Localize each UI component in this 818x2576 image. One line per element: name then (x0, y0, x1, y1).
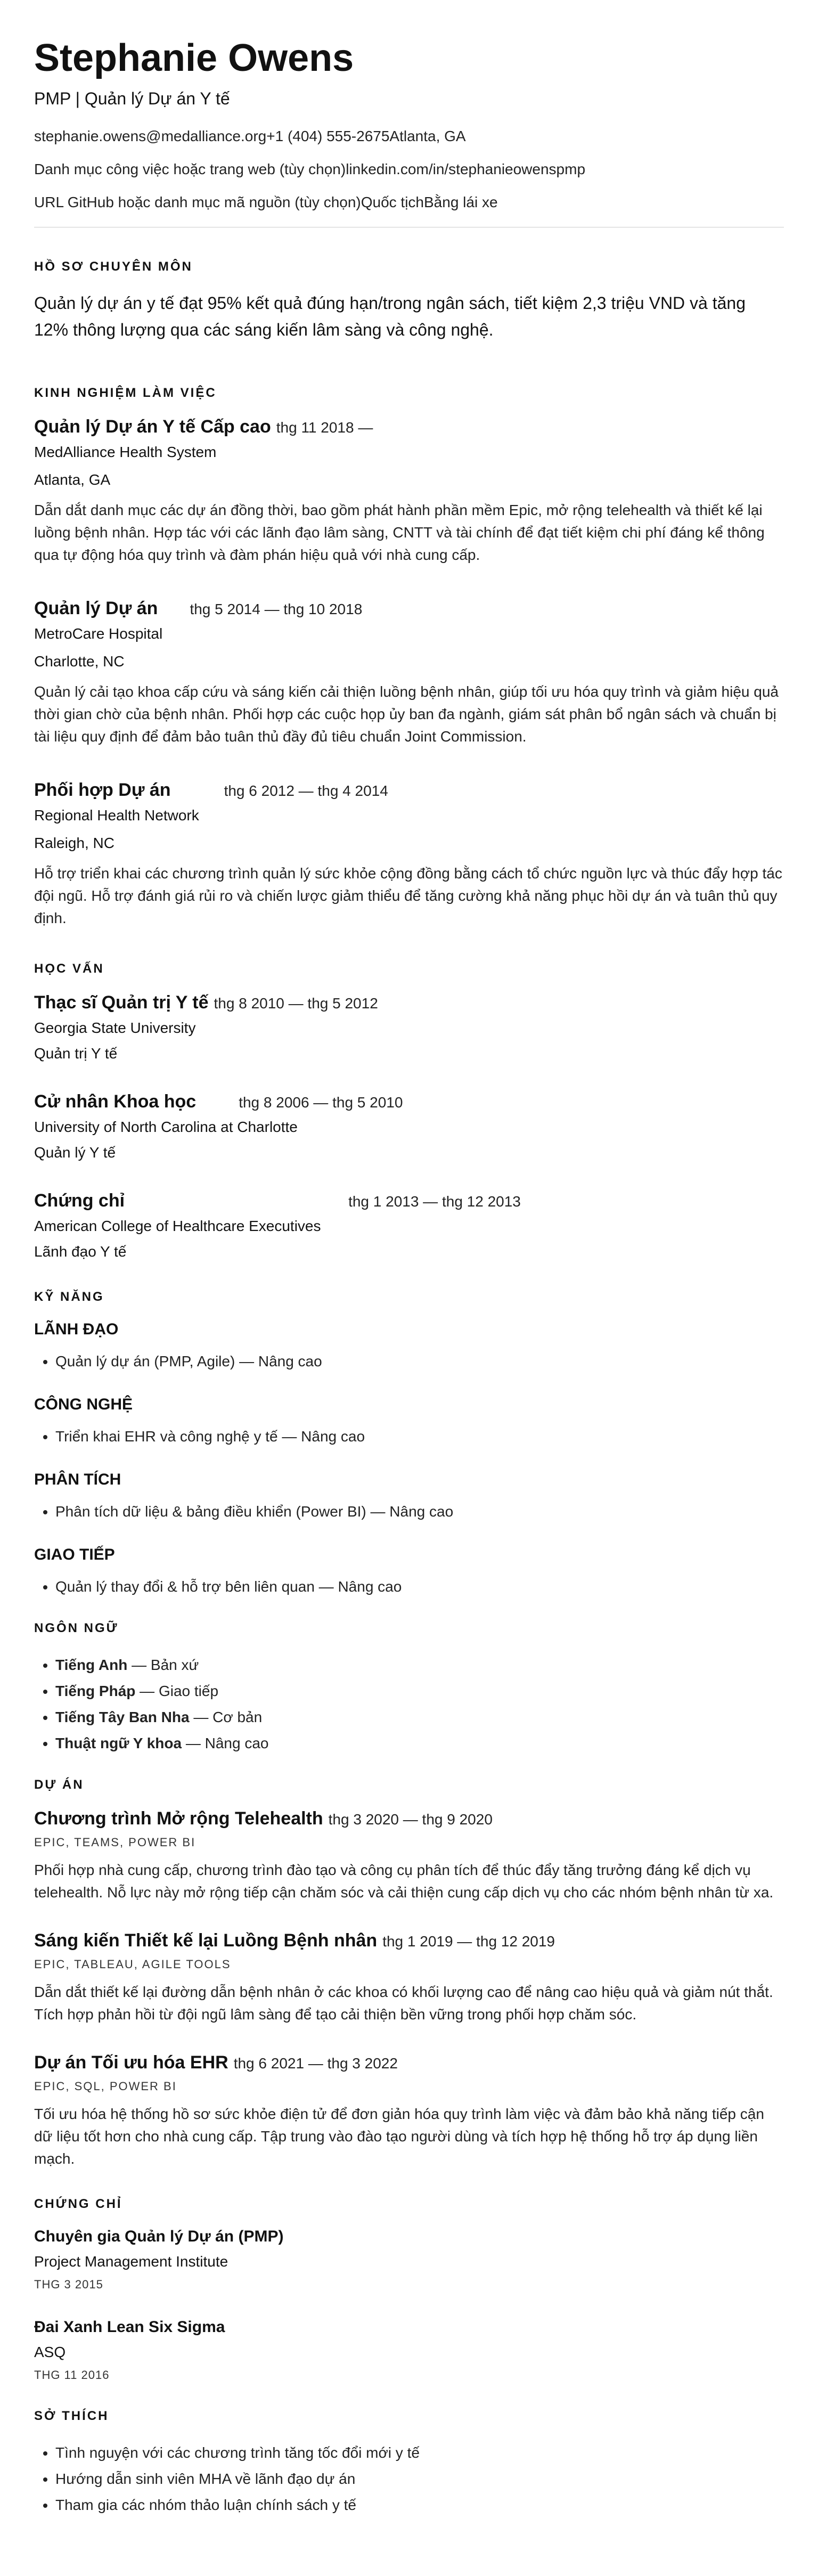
language-level: — Bản xứ (127, 1657, 199, 1674)
skill-item: • Quản lý dự án (PMP, Agile) — Nâng cao (55, 1348, 784, 1374)
project-description: Dẫn dắt thiết kế lại đường dẫn bệnh nhân ở các khoa có khối lượng cao để nâng cao hiệu quả và giảm nút thắt. Tích hợp phản hồi từ đội ngũ lâm sàng để tạo cải thiện bền vững trong phối hợp chăm sóc. (34, 1984, 773, 2023)
certification-name: Đai Xanh Lean Six Sigma (34, 2318, 225, 2336)
project-tech: EPIC, TABLEAU, AGILE TOOLS (34, 1958, 231, 1971)
language-level: — Nâng cao (182, 1735, 269, 1752)
language-name: Tiếng Anh (55, 1657, 128, 1674)
certifications-section (34, 2197, 784, 2382)
skill-list (34, 1423, 784, 1449)
project-description: Tối ưu hóa hệ thống hồ sơ sức khỏe điện tử để đơn giản hóa quy trình làm việc và đảm bảo khả năng tiếp cận dữ liệu tốt hơn cho nhà cung cấp. Tập trung vào đào tạo người dùng và tích hợp hệ thống hỗ trợ áp dụng liền mạch. (34, 2106, 764, 2167)
education-entry (34, 992, 784, 1062)
study-field: Lãnh đạo Y tế (34, 1243, 127, 1260)
job-date: thg 5 2014 — thg 10 2018 (190, 601, 363, 618)
projects-section (34, 1778, 784, 2170)
project-name: Dự án Tối ưu hóa EHR (34, 2052, 228, 2073)
degree-date: thg 8 2006 — thg 5 2010 (239, 1094, 403, 1111)
job-description: Quản lý cải tạo khoa cấp cứu và sáng kiến cải thiện luồng bệnh nhân, giúp tối ưu hóa quy trình và giảm hiệu quả thời gian chờ của bệnh nhân. Phối hợp các cuộc họp ủy ban đa ngành, giám sát phân bổ ngân sách và chuẩn bị tài liệu quy định để đảm bảo tuân thủ đầy đủ tiêu chuẩn Joint Commission. (34, 683, 779, 745)
skill-item: • Triển khai EHR và công nghệ y tế — Nâng cao (55, 1423, 784, 1449)
interest-item: • Tham gia các nhóm thảo luận chính sách y tế (55, 2492, 784, 2518)
project-tech: EPIC, TEAMS, POWER BI (34, 1836, 196, 1849)
skill-group-title: GIAO TIẾP (34, 1546, 115, 1564)
experience-entry (34, 780, 784, 930)
job-description: Dẫn dắt danh mục các dự án đồng thời, bao gồm phát hành phần mềm Epic, mở rộng telehealth và thiết kế lại luồng bệnh nhân. Hợp tác với các lãnh đạo lâm sàng, CNTT và tài chính để đạt tiết kiệm chi phí đáng kể thông qua tự động hóa quy trình và đàm phán hiệu quả với nhà cung cấp. (34, 502, 765, 564)
skill-group-title: LÃNH ĐẠO (34, 1320, 119, 1339)
languages-heading: NGÔN NGỮ (34, 1621, 119, 1636)
certification-issuer: Project Management Institute (34, 2253, 228, 2270)
summary-text: Quản lý dự án y tế đạt 95% kết quả đúng hạn/trong ngân sách, tiết kiệm 2,3 triệu VND và tăng 12% thông lượng qua các sáng kiến lâm sàng và công nghệ. (34, 294, 746, 339)
language-level: — Giao tiếp (135, 1683, 219, 1700)
experience-entry (34, 417, 784, 566)
project-entry (34, 1930, 784, 2026)
interest-item: • Hướng dẫn sinh viên MHA về lãnh đạo dự án (55, 2466, 784, 2492)
summary-section (34, 259, 784, 343)
project-name: Chương trình Mở rộng Telehealth (34, 1808, 323, 1829)
degree-date: thg 8 2010 — thg 5 2012 (214, 995, 378, 1012)
skill-item: • Quản lý thay đổi & hỗ trợ bên liên quan — Nâng cao (55, 1574, 784, 1600)
languages-section (34, 1621, 784, 1756)
certifications-heading: CHỨNG CHỈ (34, 2197, 122, 2212)
candidate-name: Stephanie Owens (34, 37, 354, 79)
job-location: Atlanta, GA (34, 471, 111, 488)
language-level: — Cơ bản (189, 1709, 263, 1726)
school-name: University of North Carolina at Charlotte (34, 1119, 298, 1136)
job-date: thg 11 2018 — (276, 419, 373, 436)
skill-list (34, 1574, 784, 1600)
interest-list (34, 2440, 784, 2518)
interests-section (34, 2409, 784, 2518)
certification-issuer: ASQ (34, 2344, 66, 2361)
degree-title: Chứng chỉ (34, 1191, 125, 1211)
project-entry (34, 1808, 784, 1904)
school-name: Georgia State University (34, 1020, 196, 1037)
job-description: Hỗ trợ triển khai các chương trình quản lý sức khỏe cộng đồng bằng cách tổ chức nguồn lực và thúc đẩy hợp tác đội ngũ. Hỗ trợ đánh giá rủi ro và chiến lược giảm thiểu để tăng cường khả năng phục hồi dự án và tuân thủ quy định. (34, 865, 782, 927)
experience-entry (34, 598, 784, 748)
skill-group-title: CÔNG NGHỆ (34, 1396, 133, 1414)
interests-heading: SỞ THÍCH (34, 2409, 109, 2424)
job-title: Quản lý Dự án Y tế Cấp cao (34, 417, 271, 437)
language-item (55, 1678, 784, 1704)
job-location: Charlotte, NC (34, 653, 125, 670)
skill-list (34, 1348, 784, 1374)
language-item (55, 1704, 784, 1730)
certification-date: THG 11 2016 (34, 2368, 110, 2382)
certification-name: Chuyên gia Quản lý Dự án (PMP) (34, 2228, 284, 2246)
project-entry (34, 2052, 784, 2170)
job-company: MedAlliance Health System (34, 444, 217, 461)
education-entry (34, 1091, 784, 1161)
study-field: Quản lý Y tế (34, 1144, 116, 1161)
language-item (55, 1652, 784, 1678)
skill-list (34, 1498, 784, 1525)
language-name: Tiếng Tây Ban Nha (55, 1709, 190, 1726)
experience-section (34, 386, 784, 930)
education-heading: HỌC VẤN (34, 961, 104, 976)
language-item (55, 1730, 784, 1756)
school-name: American College of Healthcare Executives (34, 1218, 321, 1235)
job-location: Raleigh, NC (34, 835, 114, 852)
language-name: Thuật ngữ Y khoa (55, 1735, 182, 1752)
project-date: thg 1 2019 — thg 12 2019 (382, 1933, 555, 1950)
project-date: thg 3 2020 — thg 9 2020 (328, 1811, 493, 1828)
degree-title: Cử nhân Khoa học (34, 1091, 197, 1112)
summary-heading: HỒ SƠ CHUYÊN MÔN (34, 259, 193, 274)
skills-section (34, 1290, 784, 1600)
skill-item: • Phân tích dữ liệu & bảng điều khiển (Power BI) — Nâng cao (55, 1498, 784, 1525)
job-date: thg 6 2012 — thg 4 2014 (224, 782, 388, 800)
language-name: Tiếng Pháp (55, 1683, 136, 1700)
contact-row-extra: URL GitHub hoặc danh mục mã nguồn (tùy chọn)Quốc tịchBằng lái xe (34, 194, 498, 211)
job-company: Regional Health Network (34, 807, 199, 824)
project-tech: EPIC, SQL, POWER BI (34, 2080, 177, 2093)
interest-item: • Tình nguyện với các chương trình tăng tốc đổi mới y tế (55, 2440, 784, 2466)
education-entry (34, 1191, 784, 1260)
project-name: Sáng kiến Thiết kế lại Luồng Bệnh nhân (34, 1930, 378, 1951)
job-company: MetroCare Hospital (34, 625, 163, 642)
degree-title: Thạc sĩ Quản trị Y tế (34, 992, 209, 1013)
skill-group-title: PHÂN TÍCH (34, 1471, 121, 1489)
degree-date: thg 1 2013 — thg 12 2013 (348, 1193, 521, 1210)
candidate-headline: PMP | Quản lý Dự án Y tế (34, 89, 230, 109)
contact-row-primary: stephanie.owens@medalliance.org+1 (404) 555-2675Atlanta, GA (34, 128, 466, 145)
projects-heading: DỰ ÁN (34, 1778, 84, 1792)
education-section (34, 961, 784, 1260)
project-date: thg 6 2021 — thg 3 2022 (233, 2055, 398, 2072)
job-title: Phối hợp Dự án (34, 780, 171, 801)
contact-row-links: Danh mục công việc hoặc trang web (tùy chọn)linkedin.com/in/stephanieowenspmp (34, 161, 586, 178)
job-title: Quản lý Dự án (34, 598, 158, 619)
language-list (34, 1652, 784, 1756)
project-description: Phối hợp nhà cung cấp, chương trình đào tạo và công cụ phân tích để thúc đẩy tăng trưởng đáng kể dịch vụ telehealth. Nỗ lực này mở rộng tiếp cận chăm sóc và cải thiện cung cấp dịch vụ cho các nhóm bệnh nhân từ xa. (34, 1862, 774, 1901)
study-field: Quản trị Y tế (34, 1045, 118, 1062)
skills-heading: KỸ NĂNG (34, 1290, 104, 1305)
experience-heading: KINH NGHIỆM LÀM VIỆC (34, 386, 217, 401)
certification-date: THG 3 2015 (34, 2278, 103, 2292)
